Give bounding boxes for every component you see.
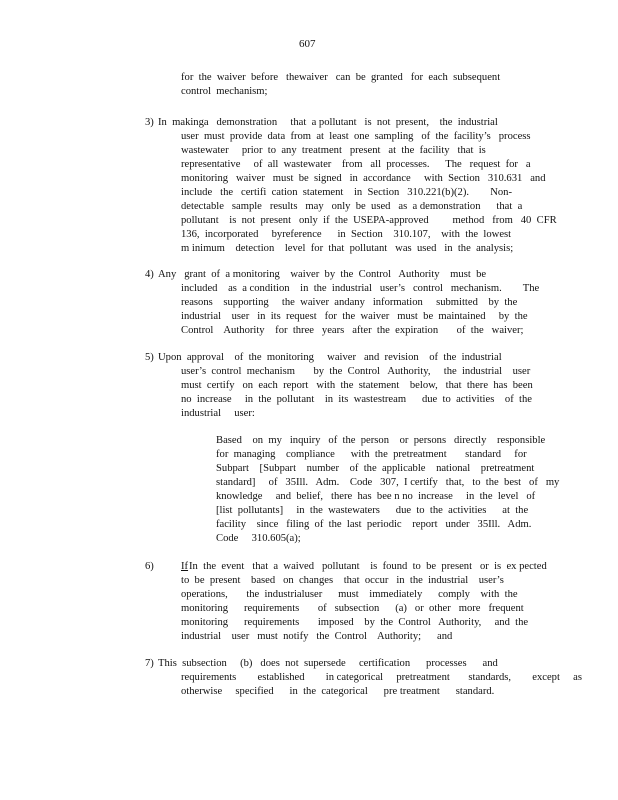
text-line: In makinga demonstration that a pollutant is not present, the industrial [158,117,498,128]
text-line: industrial user: [181,408,255,419]
text-line: detectable sample results may only be used as a demonstration that a [181,201,523,212]
underlined-word: If [181,561,189,572]
text-line: operations, the industrialuser must immediately comply with the [181,589,518,600]
item-number: 6) [145,561,154,572]
text-line: otherwise specified in the categorical pre treatment standard. [181,686,495,697]
text-line: This subsection (b) does not supersede certification processes and [158,658,498,669]
text-line: wastewater prior to any treatment present at the facility that is [181,145,486,156]
text-line: industrial user must notify the Control Authority; and [181,631,453,642]
quote-line: knowledge and belief, there has bee n no increase in the level of [216,491,536,502]
text-line: monitoring requirements of subsection (a) or other more frequent [181,603,524,614]
quote-line: standard] of 35Ill. Adm. Code 307, I certify that, to the best of my [216,477,560,488]
item-number: 4) [145,269,154,280]
quote-line: [list pollutants] in the wastewaters due to the activities at the [216,505,529,516]
quote-line: Subpart [Subpart number of the applicable national pretreatment [216,463,535,474]
item-number: 3) [145,117,154,128]
text-line: industrial user in its request for the waiver must be maintained by the [181,311,528,322]
text-line: user’s control mechanism by the Control Authority, the industrial user [181,366,531,377]
text-line: pollutant is not present only if the USEPA-approved method from 40 CFR [181,215,557,226]
text-line: 136, incorporated byreference in Section 310.107, with the lowest [181,229,512,240]
text-line: for the waiver before thewaiver can be granted for each subsequent [181,72,501,83]
text-line: no increase in the pollutant in its wastestream due to activities of the [181,394,532,405]
text-line: user must provide data from at least one sampling of the facility’s process [181,131,531,142]
quote-line: for managing compliance with the pretreatment standard for [216,449,527,460]
text-line: requirements established in categorical pretreatment standards, except as [181,672,582,683]
quote-line: Based on my inquiry of the person or persons directly responsible [216,435,546,446]
text-line: In the event that a waived pollutant is found to be present or is ex pected [189,561,547,572]
text-line: monitoring requirements imposed by the Control Authority, and the [181,617,529,628]
item-number: 5) [145,352,154,363]
text-line: Control Authority for three years after the expiration of the waiver; [181,325,524,336]
text-line: include the certifi cation statement in Section 310.221(b)(2). Non- [181,187,512,198]
text-line: Upon approval of the monitoring waiver and revision of the industrial [158,352,502,363]
text-line: control mechanism; [181,86,268,97]
text-line: representative of all wastewater from all processes. The request for a [181,159,531,170]
text-line: included as a condition in the industrial user’s control mechanism. The [181,283,540,294]
text-line: must certify on each report with the statement below, that there has been [181,380,533,391]
page-number: 607 [299,38,316,50]
item-number: 7) [145,658,154,669]
text-line: monitoring waiver must be signed in accordance with Section 310.631 and [181,173,546,184]
text-line: Any grant of a monitoring waiver by the Control Authority must be [158,269,487,280]
quote-line: facility since filing of the last periodic report under 35Ill. Adm. [216,519,532,530]
text-line: to be present based on changes that occur in the industrial user’s [181,575,504,586]
text-line: m inimum detection level for that pollutant was used in the analysis; [181,243,514,254]
text-line: reasons supporting the waiver andany information submitted by the [181,297,518,308]
quote-line: Code 310.605(a); [216,533,301,544]
